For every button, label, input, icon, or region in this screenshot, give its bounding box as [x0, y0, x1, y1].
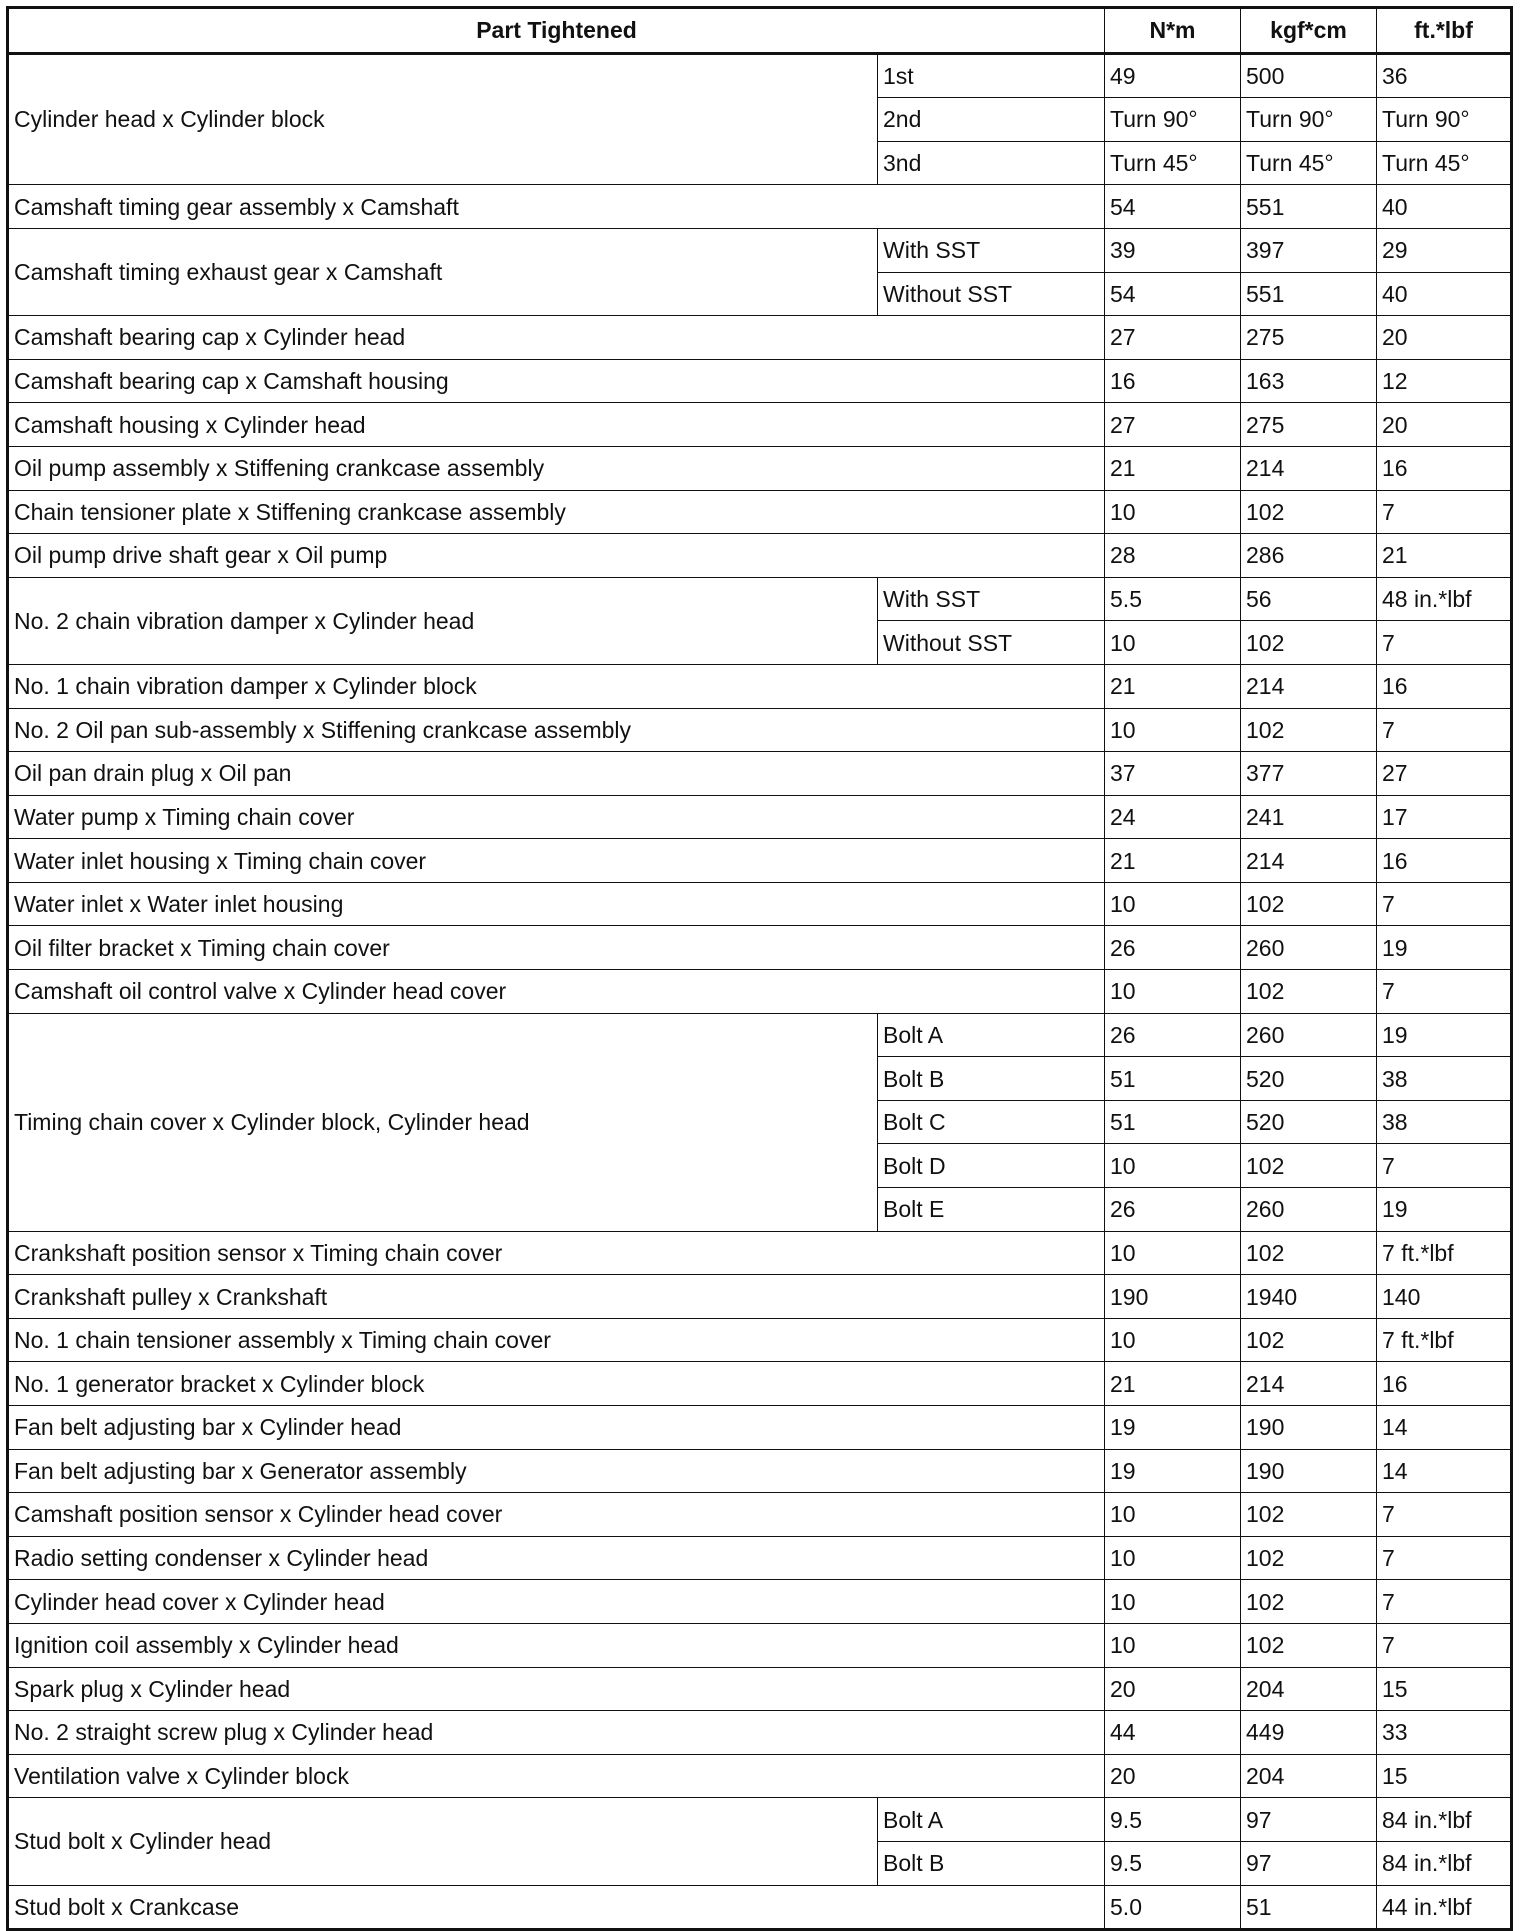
table-row [8, 752, 1512, 796]
part-cell: Ignition coil assembly x Cylinder head [8, 1623, 1105, 1667]
kgfcm-cell: 214 [1241, 839, 1377, 883]
part-cell: Cylinder head x Cylinder block [8, 53, 878, 185]
kgfcm-cell: 551 [1241, 272, 1377, 316]
part-cell: Oil pump assembly x Stiffening crankcase assembly [8, 446, 1105, 490]
header-kgfcm: kgf*cm [1241, 8, 1377, 54]
table-row [8, 1362, 1512, 1406]
part-cell: Stud bolt x Crankcase [8, 1885, 1105, 1930]
part-cell: No. 2 Oil pan sub-assembly x Stiffening crankcase assembly [8, 708, 1105, 752]
ftlbf-cell: 19 [1377, 926, 1512, 970]
ftlbf-cell: 140 [1377, 1275, 1512, 1319]
nm-cell: 10 [1105, 882, 1241, 926]
ftlbf-cell: 40 [1377, 272, 1512, 316]
step-cell: Bolt C [878, 1100, 1105, 1144]
ftlbf-cell: 21 [1377, 534, 1512, 578]
kgfcm-cell: 260 [1241, 1188, 1377, 1232]
ftlbf-cell: 7 [1377, 1144, 1512, 1188]
ftlbf-cell: 7 [1377, 490, 1512, 534]
table-row [8, 1667, 1512, 1711]
nm-cell: 28 [1105, 534, 1241, 578]
kgfcm-cell: 163 [1241, 359, 1377, 403]
part-cell: Crankshaft position sensor x Timing chain cover [8, 1231, 1105, 1275]
kgfcm-cell: 102 [1241, 1536, 1377, 1580]
nm-cell: Turn 90° [1105, 98, 1241, 142]
ftlbf-cell: 36 [1377, 53, 1512, 98]
nm-cell: 49 [1105, 53, 1241, 98]
kgfcm-cell: 214 [1241, 664, 1377, 708]
ftlbf-cell: 7 ft.*lbf [1377, 1231, 1512, 1275]
kgfcm-cell: 260 [1241, 926, 1377, 970]
ftlbf-cell: 17 [1377, 795, 1512, 839]
ftlbf-cell: 19 [1377, 1013, 1512, 1057]
ftlbf-cell: 20 [1377, 403, 1512, 447]
table-row [8, 1623, 1512, 1667]
step-cell: Bolt B [878, 1057, 1105, 1101]
table-row [8, 359, 1512, 403]
nm-cell: 10 [1105, 1144, 1241, 1188]
part-cell: Oil pan drain plug x Oil pan [8, 752, 1105, 796]
kgfcm-cell: 204 [1241, 1667, 1377, 1711]
nm-cell: 24 [1105, 795, 1241, 839]
ftlbf-cell: 33 [1377, 1711, 1512, 1755]
kgfcm-cell: 102 [1241, 1144, 1377, 1188]
part-cell: Water inlet housing x Timing chain cover [8, 839, 1105, 883]
table-row [8, 1406, 1512, 1450]
ftlbf-cell: 16 [1377, 839, 1512, 883]
part-cell: No. 1 chain vibration damper x Cylinder block [8, 664, 1105, 708]
kgfcm-cell: 190 [1241, 1406, 1377, 1450]
ftlbf-cell: 27 [1377, 752, 1512, 796]
kgfcm-cell: 204 [1241, 1754, 1377, 1798]
table-row [8, 708, 1512, 752]
header-part-tightened: Part Tightened [8, 8, 1105, 54]
nm-cell: 19 [1105, 1449, 1241, 1493]
nm-cell: 26 [1105, 1013, 1241, 1057]
kgfcm-cell: 377 [1241, 752, 1377, 796]
ftlbf-cell: 48 in.*lbf [1377, 577, 1512, 621]
table-row [8, 185, 1512, 229]
table-row [8, 1013, 1512, 1057]
table-row [8, 882, 1512, 926]
part-cell: Ventilation valve x Cylinder block [8, 1754, 1105, 1798]
part-cell: No. 2 straight screw plug x Cylinder head [8, 1711, 1105, 1755]
kgfcm-cell: 275 [1241, 316, 1377, 360]
ftlbf-cell: 15 [1377, 1667, 1512, 1711]
table-row [8, 795, 1512, 839]
step-cell: Bolt D [878, 1144, 1105, 1188]
kgfcm-cell: 102 [1241, 490, 1377, 534]
nm-cell: 9.5 [1105, 1798, 1241, 1842]
nm-cell: 20 [1105, 1667, 1241, 1711]
table-row [8, 53, 1512, 98]
header-ftlbf: ft.*lbf [1377, 8, 1512, 54]
step-cell: With SST [878, 228, 1105, 272]
part-cell: Camshaft timing gear assembly x Camshaft [8, 185, 1105, 229]
table-row [8, 1275, 1512, 1319]
table-row [8, 1798, 1512, 1842]
kgfcm-cell: 56 [1241, 577, 1377, 621]
kgfcm-cell: 102 [1241, 621, 1377, 665]
table-row [8, 577, 1512, 621]
nm-cell: 37 [1105, 752, 1241, 796]
kgfcm-cell: 241 [1241, 795, 1377, 839]
nm-cell: 39 [1105, 228, 1241, 272]
torque-spec-table [6, 6, 1513, 1931]
kgfcm-cell: 102 [1241, 882, 1377, 926]
part-cell: Camshaft housing x Cylinder head [8, 403, 1105, 447]
ftlbf-cell: 38 [1377, 1100, 1512, 1144]
nm-cell: 10 [1105, 1623, 1241, 1667]
part-cell: Camshaft bearing cap x Cylinder head [8, 316, 1105, 360]
ftlbf-cell: 84 in.*lbf [1377, 1841, 1512, 1885]
header-nm: N*m [1105, 8, 1241, 54]
ftlbf-cell: 7 [1377, 882, 1512, 926]
kgfcm-cell: Turn 45° [1241, 141, 1377, 185]
kgfcm-cell: 51 [1241, 1885, 1377, 1930]
step-cell: Without SST [878, 621, 1105, 665]
part-cell: Camshaft position sensor x Cylinder head cover [8, 1493, 1105, 1537]
table-row [8, 316, 1512, 360]
ftlbf-cell: 19 [1377, 1188, 1512, 1232]
part-cell: Oil pump drive shaft gear x Oil pump [8, 534, 1105, 578]
ftlbf-cell: 38 [1377, 1057, 1512, 1101]
step-cell: Bolt A [878, 1013, 1105, 1057]
kgfcm-cell: 260 [1241, 1013, 1377, 1057]
ftlbf-cell: 7 [1377, 1580, 1512, 1624]
table-row [8, 1493, 1512, 1537]
step-cell: 3nd [878, 141, 1105, 185]
step-cell: 2nd [878, 98, 1105, 142]
kgfcm-cell: 102 [1241, 970, 1377, 1014]
ftlbf-cell: 16 [1377, 664, 1512, 708]
nm-cell: 21 [1105, 446, 1241, 490]
nm-cell: 10 [1105, 490, 1241, 534]
nm-cell: 10 [1105, 1493, 1241, 1537]
part-cell: No. 1 chain tensioner assembly x Timing chain cover [8, 1318, 1105, 1362]
ftlbf-cell: 15 [1377, 1754, 1512, 1798]
ftlbf-cell: 7 [1377, 1536, 1512, 1580]
part-cell: Chain tensioner plate x Stiffening crankcase assembly [8, 490, 1105, 534]
part-cell: Stud bolt x Cylinder head [8, 1798, 878, 1885]
part-cell: Timing chain cover x Cylinder block, Cylinder head [8, 1013, 878, 1231]
part-cell: Water pump x Timing chain cover [8, 795, 1105, 839]
kgfcm-cell: 449 [1241, 1711, 1377, 1755]
ftlbf-cell: 7 ft.*lbf [1377, 1318, 1512, 1362]
nm-cell: 19 [1105, 1406, 1241, 1450]
ftlbf-cell: Turn 45° [1377, 141, 1512, 185]
nm-cell: 10 [1105, 621, 1241, 665]
nm-cell: 54 [1105, 272, 1241, 316]
step-cell: 1st [878, 53, 1105, 98]
ftlbf-cell: 29 [1377, 228, 1512, 272]
ftlbf-cell: 12 [1377, 359, 1512, 403]
part-cell: Oil filter bracket x Timing chain cover [8, 926, 1105, 970]
ftlbf-cell: 7 [1377, 708, 1512, 752]
part-cell: Cylinder head cover x Cylinder head [8, 1580, 1105, 1624]
step-cell: Bolt A [878, 1798, 1105, 1842]
step-cell: Bolt E [878, 1188, 1105, 1232]
part-cell: Fan belt adjusting bar x Cylinder head [8, 1406, 1105, 1450]
nm-cell: 27 [1105, 403, 1241, 447]
kgfcm-cell: 102 [1241, 1231, 1377, 1275]
step-cell: Bolt B [878, 1841, 1105, 1885]
table-row [8, 1231, 1512, 1275]
part-cell: Spark plug x Cylinder head [8, 1667, 1105, 1711]
ftlbf-cell: 16 [1377, 1362, 1512, 1406]
table-row [8, 1711, 1512, 1755]
table-row [8, 446, 1512, 490]
nm-cell: 10 [1105, 1231, 1241, 1275]
kgfcm-cell: 97 [1241, 1798, 1377, 1842]
table-row [8, 926, 1512, 970]
table-row [8, 1885, 1512, 1930]
ftlbf-cell: 40 [1377, 185, 1512, 229]
table-row [8, 1449, 1512, 1493]
table-row [8, 1318, 1512, 1362]
part-cell: Water inlet x Water inlet housing [8, 882, 1105, 926]
table-row [8, 664, 1512, 708]
table-row [8, 490, 1512, 534]
table-row [8, 970, 1512, 1014]
kgfcm-cell: 102 [1241, 1493, 1377, 1537]
table-row [8, 403, 1512, 447]
nm-cell: 21 [1105, 839, 1241, 883]
kgfcm-cell: 102 [1241, 1580, 1377, 1624]
part-cell: Radio setting condenser x Cylinder head [8, 1536, 1105, 1580]
table-row [8, 1754, 1512, 1798]
part-cell: Camshaft timing exhaust gear x Camshaft [8, 228, 878, 315]
kgfcm-cell: 520 [1241, 1100, 1377, 1144]
part-cell: Camshaft oil control valve x Cylinder head cover [8, 970, 1105, 1014]
ftlbf-cell: 7 [1377, 970, 1512, 1014]
nm-cell: 10 [1105, 1536, 1241, 1580]
ftlbf-cell: 7 [1377, 621, 1512, 665]
table-row [8, 228, 1512, 272]
part-cell: No. 1 generator bracket x Cylinder block [8, 1362, 1105, 1406]
nm-cell: 5.5 [1105, 577, 1241, 621]
kgfcm-cell: 500 [1241, 53, 1377, 98]
nm-cell: 27 [1105, 316, 1241, 360]
ftlbf-cell: 20 [1377, 316, 1512, 360]
kgfcm-cell: 190 [1241, 1449, 1377, 1493]
ftlbf-cell: 84 in.*lbf [1377, 1798, 1512, 1842]
table-body [8, 53, 1512, 1930]
kgfcm-cell: 214 [1241, 1362, 1377, 1406]
part-cell: No. 2 chain vibration damper x Cylinder head [8, 577, 878, 664]
kgfcm-cell: 286 [1241, 534, 1377, 578]
nm-cell: 20 [1105, 1754, 1241, 1798]
nm-cell: 10 [1105, 1318, 1241, 1362]
nm-cell: 10 [1105, 970, 1241, 1014]
nm-cell: 51 [1105, 1057, 1241, 1101]
nm-cell: 10 [1105, 708, 1241, 752]
kgfcm-cell: 97 [1241, 1841, 1377, 1885]
nm-cell: 54 [1105, 185, 1241, 229]
kgfcm-cell: 551 [1241, 185, 1377, 229]
header-row [8, 8, 1512, 54]
kgfcm-cell: 102 [1241, 1623, 1377, 1667]
kgfcm-cell: 102 [1241, 708, 1377, 752]
nm-cell: 26 [1105, 926, 1241, 970]
step-cell: Without SST [878, 272, 1105, 316]
nm-cell: 51 [1105, 1100, 1241, 1144]
table-row [8, 534, 1512, 578]
kgfcm-cell: 520 [1241, 1057, 1377, 1101]
part-cell: Fan belt adjusting bar x Generator assembly [8, 1449, 1105, 1493]
kgfcm-cell: 102 [1241, 1318, 1377, 1362]
nm-cell: 5.0 [1105, 1885, 1241, 1930]
part-cell: Camshaft bearing cap x Camshaft housing [8, 359, 1105, 403]
kgfcm-cell: 275 [1241, 403, 1377, 447]
ftlbf-cell: 14 [1377, 1449, 1512, 1493]
kgfcm-cell: 214 [1241, 446, 1377, 490]
ftlbf-cell: 7 [1377, 1623, 1512, 1667]
ftlbf-cell: Turn 90° [1377, 98, 1512, 142]
nm-cell: 10 [1105, 1580, 1241, 1624]
nm-cell: 21 [1105, 1362, 1241, 1406]
ftlbf-cell: 44 in.*lbf [1377, 1885, 1512, 1930]
ftlbf-cell: 14 [1377, 1406, 1512, 1450]
ftlbf-cell: 7 [1377, 1493, 1512, 1537]
nm-cell: 44 [1105, 1711, 1241, 1755]
nm-cell: 190 [1105, 1275, 1241, 1319]
nm-cell: 16 [1105, 359, 1241, 403]
kgfcm-cell: 1940 [1241, 1275, 1377, 1319]
nm-cell: Turn 45° [1105, 141, 1241, 185]
table-row [8, 1536, 1512, 1580]
nm-cell: 21 [1105, 664, 1241, 708]
nm-cell: 9.5 [1105, 1841, 1241, 1885]
kgfcm-cell: Turn 90° [1241, 98, 1377, 142]
ftlbf-cell: 16 [1377, 446, 1512, 490]
table-row [8, 1580, 1512, 1624]
kgfcm-cell: 397 [1241, 228, 1377, 272]
step-cell: With SST [878, 577, 1105, 621]
table-row [8, 839, 1512, 883]
nm-cell: 26 [1105, 1188, 1241, 1232]
part-cell: Crankshaft pulley x Crankshaft [8, 1275, 1105, 1319]
